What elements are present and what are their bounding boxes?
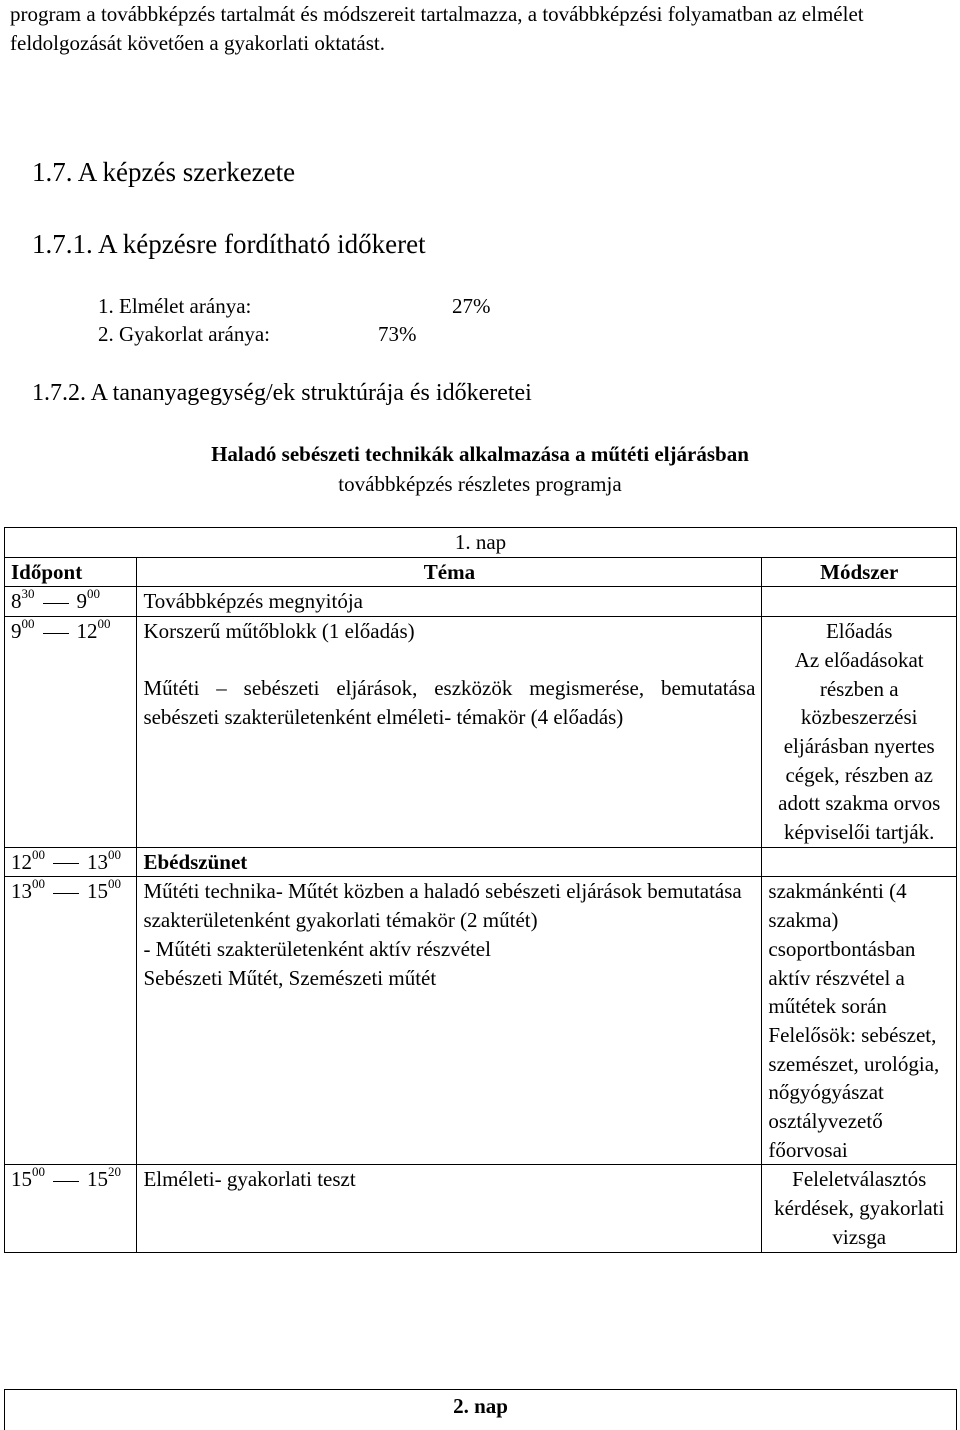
- day-label: 1. nap: [5, 528, 957, 558]
- start-minute: 00: [21, 616, 35, 632]
- ratio-label-theory: 1. Elmélet aránya:: [98, 294, 252, 318]
- end-hour: 9: [76, 589, 87, 614]
- header-topic: Téma: [137, 557, 762, 587]
- method-cell: [762, 587, 957, 617]
- ratio-label-practice: 2. Gyakorlat aránya:: [98, 322, 271, 346]
- topic-line: Korszerű műtőblokk (1 előadás): [143, 619, 415, 644]
- time-cell: [5, 587, 137, 617]
- topic-cell: [137, 617, 762, 848]
- method-line: Felelősök: sebészet, szemészet, urológia, nőgyógyászat osztályvezető főorvosai: [768, 1022, 940, 1162]
- header-row: [5, 557, 957, 587]
- section-heading-1-7: 1.7. A képzés szerkezete: [32, 157, 296, 187]
- method-line: szakmánkénti (4 szakma) csoportbontásban aktív részvétel a műtétek során: [768, 879, 916, 1019]
- time-cell: [5, 847, 137, 877]
- end-hour: 13: [87, 849, 108, 874]
- method-line: Előadás: [825, 619, 893, 644]
- intro-paragraph: program a továbbképzés tartalmát és módszereit tartalmazza, a továbbképzési folyamatban az elmélet feldolgozását követően a gyakorlati oktatást.: [10, 2, 864, 55]
- program-subtitle: továbbképzés részletes programja: [338, 472, 622, 496]
- end-minute: 00: [108, 846, 121, 862]
- start-hour: 13: [11, 879, 32, 904]
- start-minute: 00: [32, 876, 45, 892]
- end-minute: 20: [108, 1164, 121, 1180]
- topic-cell: Ebédszünet: [137, 847, 762, 877]
- topic-cell: Továbbképzés megnyitója: [137, 587, 762, 617]
- day-row: [5, 528, 957, 558]
- method-cell: [762, 847, 957, 877]
- time-cell: [5, 617, 137, 848]
- schedule-table-day2: [4, 1389, 957, 1430]
- method-cell: [762, 617, 957, 848]
- start-hour: 9: [11, 619, 22, 644]
- table-row: [5, 877, 957, 1165]
- topic-line: Műtéti – sebészeti eljárások, eszközök megismerése, bemutatása sebészeti szakterületenként elméleti- témakör (4 előadás): [143, 675, 756, 729]
- topic-line: - Műtéti szakterületenként aktív részvétel: [143, 936, 491, 961]
- start-hour: 12: [11, 849, 32, 874]
- topic-cell: Elméleti- gyakorlati teszt: [137, 1165, 762, 1252]
- end-minute: 00: [87, 586, 100, 602]
- ratio-value-practice: 73%: [378, 322, 417, 346]
- schedule-table-day1: [4, 527, 957, 1253]
- section-heading-1-7-2: 1.7.2. A tananyagegység/ek struktúrája és időkeretei: [32, 380, 532, 406]
- header-time: Időpont: [5, 557, 137, 587]
- end-hour: 15: [87, 879, 108, 904]
- table-row: [5, 847, 957, 877]
- table-row: [5, 587, 957, 617]
- table-row: [5, 617, 957, 848]
- end-minute: 00: [97, 616, 111, 632]
- day-label: 2. nap: [453, 1394, 508, 1418]
- start-minute: 00: [32, 846, 45, 862]
- program-title: Haladó sebészeti technikák alkalmazása a műtéti eljárásban: [211, 442, 749, 466]
- topic-cell: [137, 877, 762, 1165]
- ratio-value-theory: 27%: [452, 294, 491, 318]
- header-method: Módszer: [762, 557, 957, 587]
- method-cell: [762, 877, 957, 1165]
- end-hour: 15: [87, 1167, 108, 1192]
- topic-line: Műtéti technika- Műtét közben a haladó sebészeti eljárások bemutatása szakterületenként gyakorlati témakör (2 műtét): [143, 879, 742, 933]
- table-row: [5, 1165, 957, 1252]
- start-hour: 15: [11, 1167, 32, 1192]
- start-minute: 30: [21, 586, 35, 602]
- end-hour: 12: [76, 619, 98, 644]
- method-cell: Feleletválasztós kérdések, gyakorlati vizsga: [762, 1165, 957, 1252]
- start-hour: 8: [11, 589, 22, 614]
- section-heading-1-7-1: 1.7.1. A képzésre fordítható időkeret: [32, 229, 426, 259]
- start-minute: 00: [32, 1164, 45, 1180]
- time-cell: [5, 1165, 137, 1252]
- topic-line: Sebészeti Műtét, Szemészeti műtét: [143, 965, 437, 990]
- method-line: Az előadásokat részben a közbeszerzési eljárásban nyertes cégek, részben az adott szakma orvos képviselői tartják.: [778, 647, 941, 845]
- end-minute: 00: [108, 876, 121, 892]
- time-cell: [5, 877, 137, 1165]
